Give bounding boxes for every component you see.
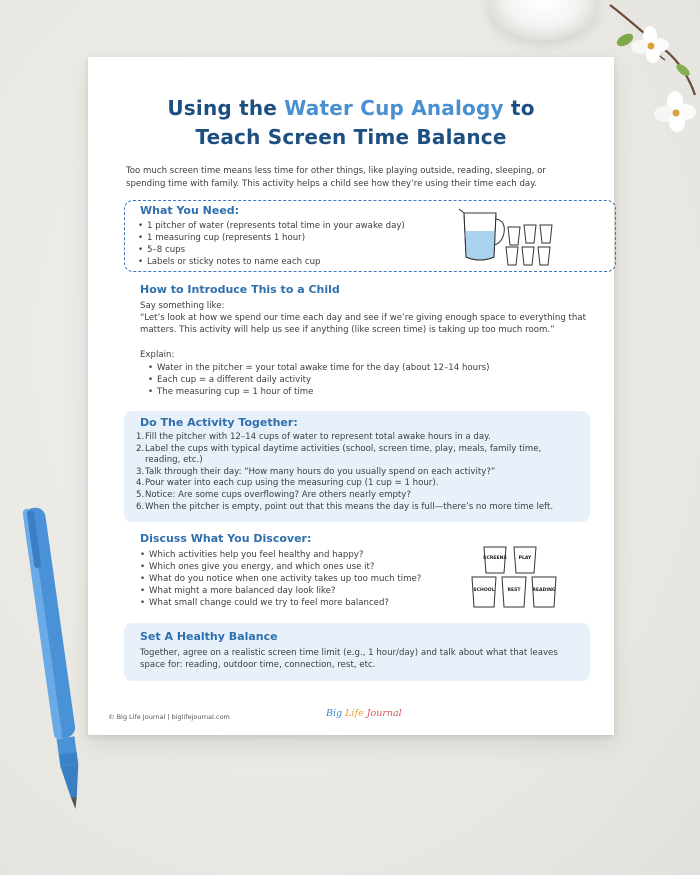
list-item: • Each cup = a different daily activity (148, 374, 588, 386)
what-you-need-list (138, 220, 438, 268)
introduce-quote: “Let’s look at how we spend our time each day and see if we’re giving enough space to everything that matters. This activity will help us see if anything (like screen time) is taking up too much room.” (140, 313, 587, 335)
list-item: • The measuring cup = 1 hour of time (148, 386, 588, 398)
list-item: • 5–8 cups (138, 244, 438, 256)
step-item: 6. When the pitcher is empty, point out that this means the day is full—there’s no more time left. (136, 501, 554, 512)
cup-label: SCREENS (483, 556, 507, 561)
balance-text: Together, agree on a realistic screen time limit (e.g., 1 hour/day) and talk about what that leaves space for: reading, outdoor time, connection, rest, etc. (140, 648, 558, 670)
title-line-2: Teach Screen Time Balance (195, 125, 507, 149)
activity-heading: Do The Activity Together: (140, 416, 298, 429)
discuss-heading: Discuss What You Discover: (140, 532, 312, 545)
step-item: 2. Label the cups with typical daytime activities (school, screen time, play, meals, family time, reading, etc.) (136, 443, 542, 466)
list-item: • What small change could we try to feel more balanced? (140, 597, 470, 609)
discuss-list (140, 549, 470, 609)
say-label: Say something like: (140, 301, 225, 311)
list-item: • Water in the pitcher = your total awake time for the day (about 12–14 hours) (148, 362, 588, 374)
step-item: 5. Notice: Are some cups overflowing? Are others nearly empty? (136, 489, 411, 500)
list-item: • Labels or sticky notes to name each cup (138, 256, 438, 268)
step-item: 1. Fill the pitcher with 12–14 cups of water to represent total awake hours in a day. (136, 432, 491, 442)
list-item: • What do you notice when one activity takes up too much time? (140, 573, 470, 585)
labeled-cups-illustration (470, 543, 562, 611)
list-item: • What might a more balanced day look like? (140, 585, 470, 597)
worksheet-page (88, 57, 614, 735)
list-item: • 1 pitcher of water (represents total time in your awake day) (138, 220, 438, 232)
what-you-need-heading: What You Need: (140, 204, 240, 217)
cup-label: READING (532, 588, 556, 593)
step-item: 3. Talk through their day: “How many hours do you usually spend on each activity?” (136, 466, 496, 477)
balance-heading: Set A Healthy Balance (140, 630, 278, 643)
big-life-journal-logo: Big Life Journal (326, 708, 402, 719)
explain-list (148, 362, 588, 398)
pitcher-and-cups-illustration (458, 205, 568, 269)
title-line-1: Using the Water Cup Analogy to (167, 96, 535, 120)
list-item: • Which activities help you feel healthy and happy? (140, 549, 470, 561)
copyright-footer: © Big Life Journal | biglifejournal.com (108, 713, 230, 721)
list-item: • Which ones give you energy, and which ones use it? (140, 561, 470, 573)
explain-label: Explain: (140, 350, 175, 360)
intro-paragraph: Too much screen time means less time for other things, like playing outside, reading, sleeping, or spending time with family. This activity helps a child see how they’re using their time each day. (126, 166, 546, 189)
list-item: • 1 measuring cup (represents 1 hour) (138, 232, 438, 244)
introduce-heading: How to Introduce This to a Child (140, 283, 340, 296)
step-item: 4. Pour water into each cup using the measuring cup (1 cup = 1 hour). (136, 478, 439, 489)
pen-decoration (18, 498, 98, 828)
activity-steps (136, 432, 574, 513)
cup-label: SCHOOL (473, 588, 495, 593)
cup-label: REST (507, 588, 521, 593)
cup-label: PLAY (518, 556, 532, 561)
title-highlight: Water Cup Analogy (284, 96, 504, 120)
